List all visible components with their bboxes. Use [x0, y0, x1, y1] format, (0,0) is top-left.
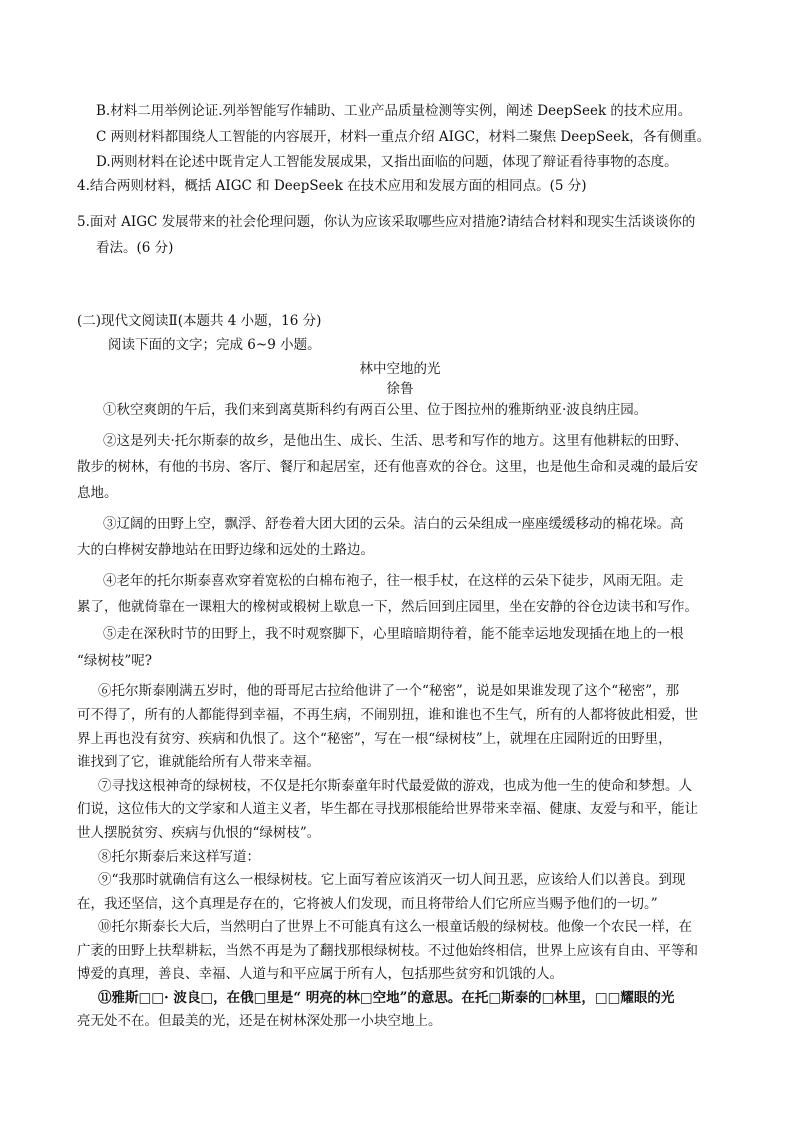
question-5-line-1: 5.面对 AIGC 发展带来的社会伦理问题，你认为应该采取哪些应对措施?请结合材料和现实生活谈谈你的: [77, 214, 696, 230]
paragraph-1: ①秋空爽朗的午后，我们来到离莫斯科约有两百公里、位于图拉州的雅斯纳亚·波良纳庄园。: [103, 402, 648, 418]
paragraph-2-line-2: 散步的树林，有他的书房、客厅、餐厅和起居室，还有他喜欢的谷仓。这里，也是他生命和灵魂的最后安: [77, 459, 698, 475]
paragraph-6-line-4: 谁找到了它，谁就能给所有人带来幸福。: [77, 754, 320, 770]
question-5-line-2: 看法。(6 分): [96, 240, 174, 256]
paragraph-10-line-3: 博爱的真理，善良、幸福、人道与和平应属于所有人，包括那些贫穷和饥饿的人。: [77, 966, 563, 982]
paragraph-2-line-3: 息地。: [77, 485, 118, 501]
paragraph-9-line-2: 在，我还坚信，这个真理是存在的，它将被人们发现，而且将带给人们它所应当赐予他们的一切。”: [77, 896, 658, 912]
paragraph-4-line-1: ④老年的托尔斯泰喜欢穿着宽松的白棉布袍子，往一根手杖，在这样的云朵下徒步，风雨无阻。走: [103, 573, 684, 589]
paragraph-6-line-1: ⑥托尔斯泰刚满五岁时，他的哥哥尼古拉给他讲了一个“秘密”，说是如果谁发现了这个“秘密”，那: [98, 683, 680, 699]
paragraph-7-line-3: 世人摆脱贫穷、疾病与仇恨的“绿树枝”。: [77, 825, 321, 841]
paragraph-10-line-1: ⑩托尔斯泰长大后，当然明白了世界上不可能真有这么一根童话般的绿树枝。他像一个农民一样，在: [98, 919, 692, 935]
paragraph-3-line-2: 大的白桦树安静地站在田野边缘和远处的土路边。: [77, 542, 374, 558]
paragraph-7-line-1: ⑦寻找这根神奇的绿树枝，不仅是托尔斯泰童年时代最爱做的游戏，也成为他一生的使命和梦想。人: [98, 778, 692, 794]
passage-title: 林中空地的光: [359, 361, 441, 377]
paragraph-8: ⑧托尔斯泰后来这样写道：: [98, 849, 260, 865]
paragraph-6-line-3: 界上再也没有贫穷、疾病和仇恨了。这个“秘密”，写在一根“绿树枝”上，就埋在庄园附近的田野里，: [77, 731, 672, 747]
paragraph-11-line-1: ⑪雅斯□□· 波良□，在俄□里是“ 明亮的林□空地”的意思。在托□斯泰的□林里，□□耀眼的光: [98, 990, 675, 1006]
paragraph-7-line-2: 们说，这位伟大的文学家和人道主义者，毕生都在寻找那根能给世界带来幸福、健康、友爱与和平，能让: [77, 801, 698, 817]
paragraph-3-line-1: ③辽阔的田野上空，飘浮、舒卷着大团大团的云朵。洁白的云朵组成一座座缓缓移动的棉花垛。高: [103, 516, 684, 532]
paragraph-2-line-1: ②这是列夫·托尔斯泰的故乡，是他出生、成长、生活、思考和写作的地方。这里有他耕耘的田野、: [103, 433, 688, 449]
paragraph-9-line-1: ⑨“我那时就确信有这么一根绿树枝。它上面写着应该消灭一切人间丑恶，应该给人们以善良。到现: [98, 872, 686, 888]
question-4: 4.结合两则材料，概括 AIGC 和 DeepSeek 在技术应用和发展方面的相同点。(5 分): [77, 178, 587, 194]
paragraph-6-line-2: 可不得了，所有的人都能得到幸福，不再生病，不闹别扭，谁和谁也不生气，所有的人都将彼此相爱，世: [77, 707, 698, 723]
section-instruction: 阅读下面的文字；完成 6~9 小题。: [108, 337, 321, 353]
paragraph-10-line-2: 广袤的田野上扶犁耕耘，当然不再是为了翻找那根绿树枝。不过他始终相信，世界上应该有自由、平等和: [77, 943, 698, 959]
question-option-d: D.两则材料在论述中既肯定人工智能发展成果，又指出面临的问题，体现了辩证看待事物的态度。: [96, 154, 678, 170]
question-option-b: B.材料二用举例论证.列举智能写作辅助、工业产品质量检测等实例，阐述 DeepSeek 的技术应用。: [96, 103, 692, 119]
passage-author: 徐鲁: [386, 381, 414, 397]
section-heading: (二)现代文阅读Ⅱ(本题共 4 小题，16 分): [77, 313, 322, 329]
paragraph-5-line-2: “绿树枝”呢?: [77, 653, 153, 669]
paragraph-4-line-2: 累了，他就倚靠在一课粗大的橡树或椴树上歇息一下，然后回到庄园里，坐在安静的谷仓边读书和写作。: [77, 599, 698, 615]
paragraph-5-line-1: ⑤走在深秋时节的田野上，我不时观察脚下，心里暗暗期待着，能不能幸运地发现插在地上的一根: [103, 626, 684, 642]
paragraph-11-line-2: 亮无处不在。但最美的光，还是在树林深处那一小块空地上。: [77, 1013, 442, 1029]
question-option-c: C 两则材料都围绕人工智能的内容展开，材料一重点介绍 AIGC，材料二聚焦 DeepSeek，各有侧重。: [96, 129, 711, 145]
